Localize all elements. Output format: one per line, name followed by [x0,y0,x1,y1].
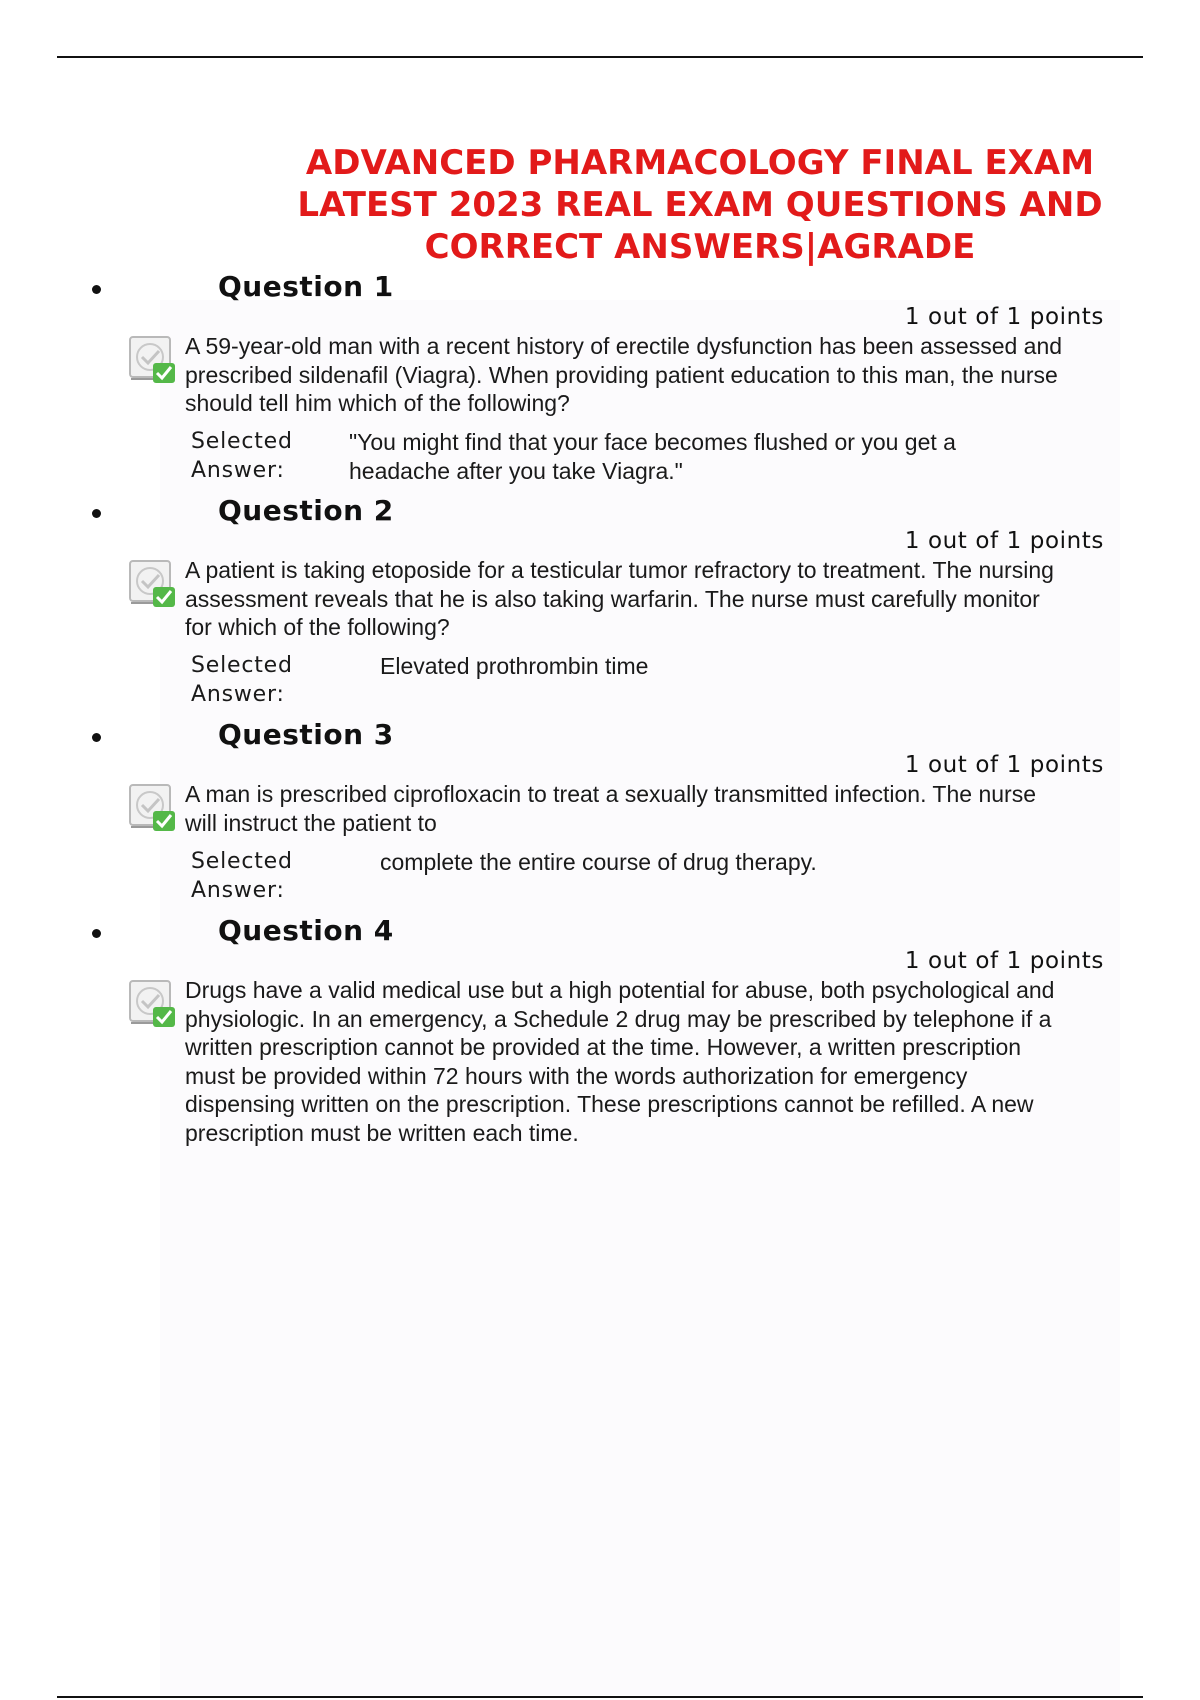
top-rule [57,56,1143,58]
document-title: ADVANCED PHARMACOLOGY FINAL EXAM LATEST 2023 REAL EXAM QUESTIONS AND CORRECT ANSWERS|AGRADE [297,143,1103,267]
selected-answer-label: Selected Answer: [191,653,293,707]
selected-answer: Elevated prothrombin time [380,653,649,679]
selected-answer: complete the entire course of drug therapy. [380,849,817,875]
question-points: 1 out of 1 points [904,528,1104,554]
bullet-icon [92,929,101,938]
correct-check-icon [128,335,180,387]
question-heading: Question 2 [218,494,394,527]
question-heading: Question 4 [218,914,394,947]
question-points: 1 out of 1 points [904,304,1104,330]
question-points: 1 out of 1 points [904,752,1104,778]
correct-check-icon [128,783,180,835]
selected-answer-label: Selected Answer: [191,849,293,903]
question-heading: Question 3 [218,718,394,751]
question-heading: Question 1 [218,270,394,303]
bullet-icon [92,733,101,742]
selected-answer: "You might find that your face becomes flushed or you get a headache after you take Viagra." [349,429,956,484]
question-points: 1 out of 1 points [904,948,1104,974]
question-text: A 59-year-old man with a recent history of erectile dysfunction has been assessed and prescribed sildenafil (Viagra). When providing patient education to this man, the nurse should tell him which of the following? [185,333,1063,416]
bullet-icon [92,509,101,518]
bottom-rule [57,1696,1143,1698]
correct-check-icon [128,559,180,611]
correct-check-icon [128,979,180,1031]
question-text: A man is prescribed ciprofloxacin to treat a sexually transmitted infection. The nurse will instruct the patient to [185,781,1036,836]
question-text: Drugs have a valid medical use but a high potential for abuse, both psychological and physiologic. In an emergency, a Schedule 2 drug may be prescribed by telephone if a written prescription cannot be provided at the time. However, a written prescription must be provided within 72 hours with the words authorization for emergency dispensing written on the prescription. These prescriptions cannot be refilled. A new prescription must be written each time. [185,977,1055,1146]
question-text: A patient is taking etoposide for a testicular tumor refractory to treatment. The nursing assessment reveals that he is also taking warfarin. The nurse must carefully monitor for which of the following? [185,557,1054,640]
selected-answer-label: Selected Answer: [191,429,293,483]
bullet-icon [92,285,101,294]
